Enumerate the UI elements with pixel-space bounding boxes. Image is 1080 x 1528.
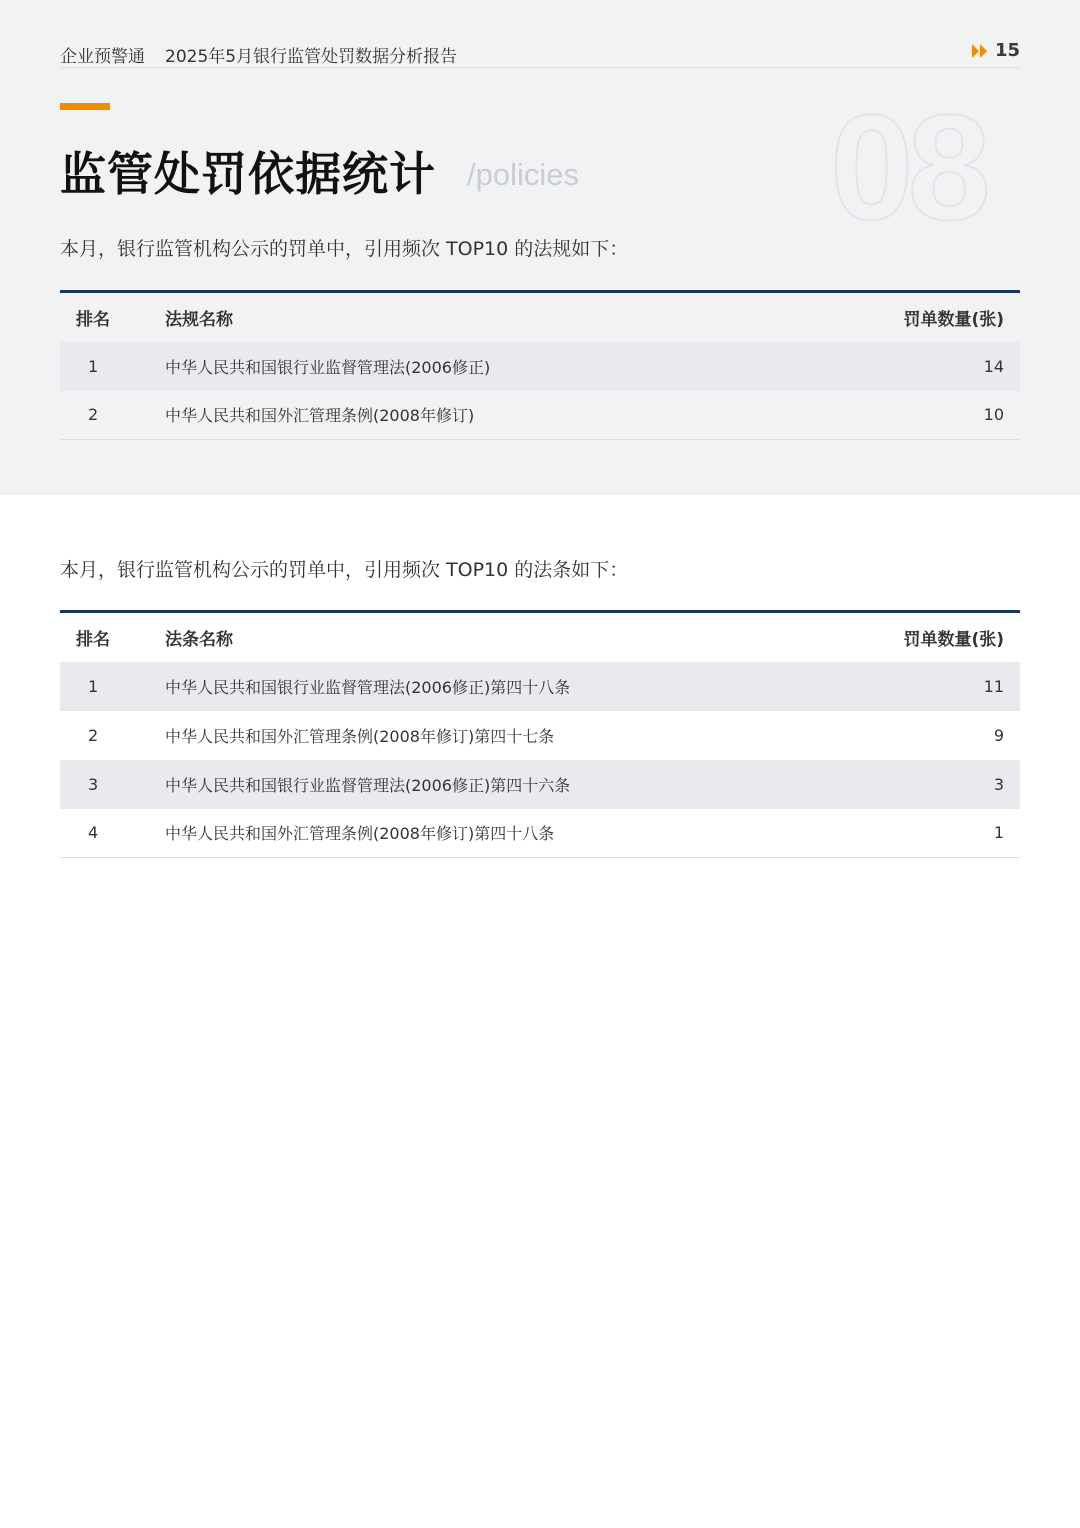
table-row [60,342,1020,391]
section-number-watermark: 08 [830,83,985,251]
name-cell: 中华人民共和国外汇管理条例(2008年修订)第四十八条 [165,809,820,858]
table-header-row [60,292,1020,342]
count-header: 罚单数量(张) [903,629,1004,650]
rank-header: 排名 [76,629,110,650]
page-indicator [971,40,1020,61]
rank-cell: 4 [60,809,165,858]
name-header: 法规名称 [165,309,233,330]
count-cell: 9 [993,725,1004,745]
table-row [60,760,1020,809]
name-cell: 中华人民共和国银行业监督管理法(2006修正) [165,357,491,377]
table-row [60,809,1020,858]
count-header: 罚单数量(张) [903,309,1004,330]
page-header [60,40,1020,68]
count-cell: 14 [983,356,1004,376]
accent-bar [60,103,110,110]
header-brand: 企业预警通 [60,47,145,67]
section-subtitle: /policies [467,157,579,192]
rank-cell: 1 [88,356,99,376]
rank-cell: 1 [88,676,99,696]
table-row [60,391,1020,440]
name-cell: 中华人民共和国银行业监督管理法(2006修正)第四十八条 [165,677,571,697]
articles-intro: 本月，银行监管机构公示的罚单中，引用频次 TOP10 的法条如下： [60,559,629,581]
regulations-intro: 本月，银行监管机构公示的罚单中，引用频次 TOP10 的法规如下： [60,238,629,260]
count-cell: 11 [983,676,1004,696]
header-report-title: 2025年5月银行监管处罚数据分析报告 [165,47,458,67]
name-cell: 中华人民共和国外汇管理条例(2008年修订) [165,391,820,440]
rank-cell: 2 [60,391,165,440]
table-row [60,662,1020,711]
count-cell: 1 [820,809,1020,858]
section-title: 监管处罚依据统计 [60,147,436,201]
double-chevron-right-icon [971,43,989,59]
rank-header: 排名 [76,309,110,330]
name-cell: 中华人民共和国银行业监督管理法(2006修正)第四十六条 [165,775,571,795]
regulations-table [60,290,1020,440]
page-number: 15 [994,40,1020,61]
name-cell: 中华人民共和国外汇管理条例(2008年修订)第四十七条 [165,726,555,746]
table-header-row [60,612,1020,662]
rank-cell: 3 [88,774,99,794]
table-row [60,711,1020,760]
rank-cell: 2 [88,725,99,745]
name-header: 法条名称 [165,629,233,650]
articles-table [60,610,1020,858]
count-cell: 10 [820,391,1020,440]
count-cell: 3 [993,774,1004,794]
